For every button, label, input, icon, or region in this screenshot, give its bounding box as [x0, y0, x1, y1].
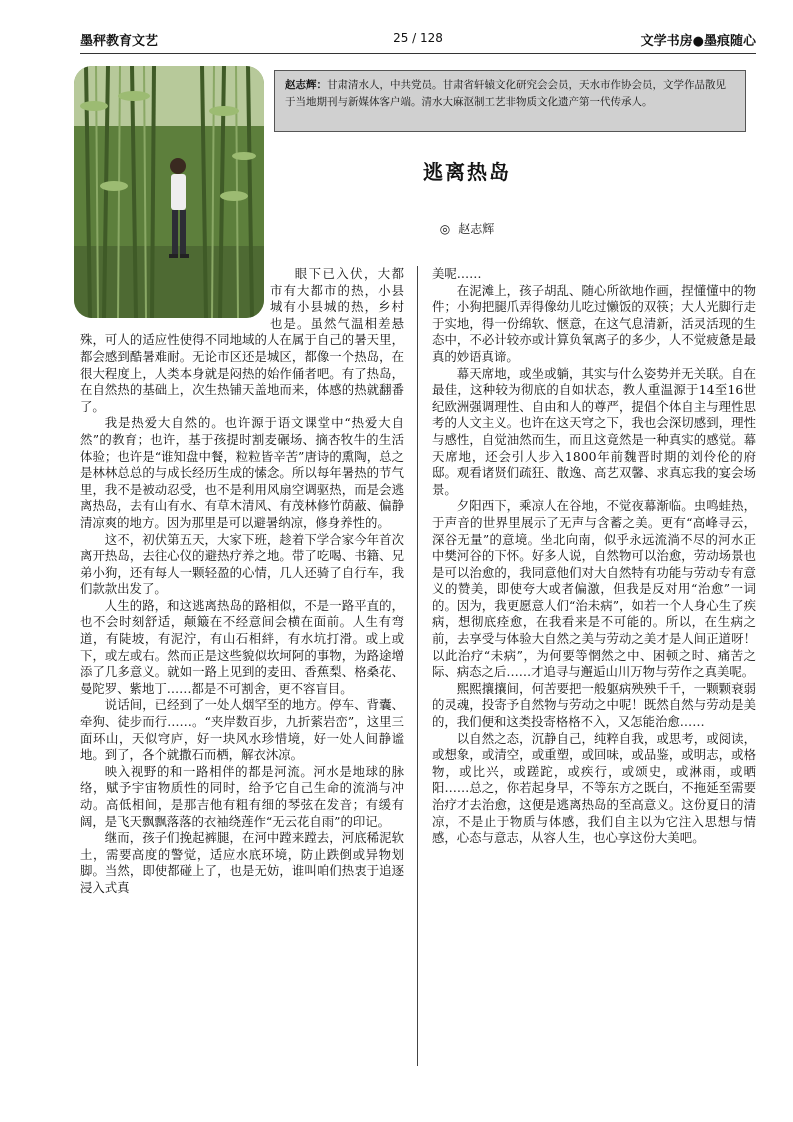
header-left-title: 墨秤教育文艺 [80, 34, 159, 49]
paragraph: 人生的路，和这逃离热岛的路相似，不是一路平直的，也不会时刻舒适，颠簸在不经意间会横在面前。人生有弯道，有陡坡，有泥泞，有山石相絆，有水坑打滑。或上或下，或左或右。然而正是这些貌似坎坷阿的事物，为路途增添了几多意义。就如一路上见到的麦田、香蕉梨、格桑花、曼陀罗、紫地丁……都是不可割舍，更不容盲目。 [80, 597, 404, 696]
paragraph: 说话间，已经到了一处人烟罕至的地方。停车、背囊、牵狗、徒步而行……。“夹岸数百步，九折萦岩峦”，这里三面环山，天似穹庐，好一块风水珍惜境，好一处人间静谧地。到了，各个就撒石而栖，解衣沐凉。 [80, 697, 404, 763]
paragraph: 以自然之态，沉静自己，纯粹自我，或思考，或阅读，或想象，或清空，或重塑，或回味，或品鉴，或明志，或格物，或比兴，或蹉跎，或疾行，或颂史，或淋雨，或晒阳……总之，你若起身早，不等东方之既白，不拖延至需要治疗才去治愈，这便是逃离热岛的至高意义。这份夏日的清凉，不是止于物质与体感，我们自主以为它注入思想与情感，心态与意志，从容人生，也心享这份大美吧。 [432, 730, 756, 846]
photo-wrap-spacer [80, 266, 270, 318]
author-bio-name: 赵志辉： [285, 79, 327, 91]
author-name: 赵志辉 [458, 222, 495, 236]
byline [274, 220, 660, 237]
text-column-right [432, 266, 756, 1066]
paragraph: 映入视野的和一路相伴的都是河流。河水是地球的脉络，赋予宇宙物质性的同时，给予它自己生命的流淌与冲动。高低相间，是那吉他有粗有细的琴弦在发音；有缓有阔，是飞天飘飘落落的衣袖绕莲作“无云花自雨”的印记。 [80, 763, 404, 829]
paragraph: 美呢…… [432, 266, 482, 281]
paragraph: 夕阳西下，乘凉人在谷地，不觉夜幕渐临。虫鸣蛙热，于声音的世界里展示了无声与含蓄之美。更有“高峰寻云，深谷无量”的意境。坐北向南，似乎永远流淌不尽的河水正中樊河谷的下怀。好多人说，自然物可以治愈，劳动场景也是可以治愈的，我同意他们对大自然特有功能与劳动专有意义的赞美，即使夸大或者偏激，但我是反对用“治愈”一词的。因为，我更愿意人们“治未病”，如若一个人身心生了疾病，想彻底痊愈，在我看来是不可能的。所以，在生病之前，去享受与体验大自然之美与劳动之美才是人间正道呀！以此治疗“未病”，为何要等惘然之中、困顿之时、痛苦之际、病态之后……才追寻与邂逅山川万物与劳作之真美呢。 [432, 498, 756, 680]
paragraph: 熙熙攘攘间，何苦要把一般躯病殃殃千千，一颗颗衰弱的灵魂，投寄予自然物与劳动之中呢！既然自然与劳动是美的，我们便和这类投寄格格不入，又怎能治愈…… [432, 680, 756, 730]
page-number: 25 / 128 [393, 31, 443, 45]
author-bio-text: 甘肃清水人，中共党员。甘肃省轩辕文化研究会会员，天水市作协会员，文学作品散见于当地期刊与新媒体客户端。清水大麻沤制工艺非物质文化遗产第一代传承人。 [285, 79, 726, 108]
article-title: 逃离热岛 [423, 160, 511, 184]
header-right-title: 文学书房●墨痕随心 [640, 34, 756, 49]
paragraph: 继而，孩子们挽起裤腿，在河中蹚来蹚去，河底稀泥软土，需要高度的警觉，适应水底环境，防止跌倒或异物划脚。当然，即使都碰上了，也是无妨，谁叫咱们热衷于追逐浸入式真 [80, 830, 404, 895]
paragraph: 这不，初伏第五天，大家下班，趁着下学合家今年首次离开热岛，去往心仪的避热疗养之地。带了吃喝、书籍、兄弟小狗，还有每人一颗轻盈的心情，几人还骑了自行车，我们款款出发了。 [80, 531, 404, 597]
column-divider [417, 266, 418, 1066]
author-bio-box [274, 70, 746, 132]
byline-marker: ◎ [439, 222, 451, 236]
page-header [80, 30, 756, 52]
text-column-left [80, 266, 404, 1066]
paragraph: 在泥滩上，孩子胡乱、随心所欲地作画，捏懂懂中的物件；小狗把腿爪弄得像幼儿吃过懒饭的双筷；大人光脚行走于实地，得一份绵软、惬意，在这气息清新，活灵活现的生态中，不必计较亦或计算负氧离子的多少，人不觉疲惫是最真的妙语真谛。 [432, 282, 756, 364]
header-divider [80, 53, 756, 54]
paragraph: 幕天席地，或坐或躺，其实与什么姿势并无关联。自在最佳，这种较为彻底的自如状态，教人重温源于14至16世纪欧洲强调理性、自由和人的尊严，提倡个体自主与理性思考的人文主义。也许在这天穹之下，我也会深切感到，理性与感性，自觉油然而生，而且这竟然是一种真实的感觉。幕天席地，还会引人步入1800年前魏晋时期的刘伶伦的府邸。观看诸贤们疏狂、散逸、高艺双馨、求真忘我的宴会场景。 [432, 365, 756, 497]
paragraph: 我是热爱大自然的。也许源于语文课堂中“热爱大自然”的教育；也许，基于孩提时割麦碾场、摘杏牧牛的生活体验；也许是“谁知盘中餐，粒粒皆辛苦”唐诗的熏陶，总之是林林总总的与成长经历生成的愫念。所以每年暑热的节气里，我不是被动忍受，也不是利用风扇空调驱热，而是会逃离热岛，去有山有水、有草木清风、有茂林修竹荫蔽、偏静清凉爽的地方。因为那里是可以避暑纳凉，修身养性的。 [80, 415, 404, 530]
paragraph: 眼下已入伏，大都市有大都市的热，小县城有小县城的热，乡村也是。虽然气温相差悬殊，可人的适应性使得不同地域的人在属于自己的暑天里，都会感到酷暑难耐。无论市区还是城区，都像一个热岛，在很大程度上，人类本身就是闷热的始作俑者吧。有了热岛，在自然热的基础上，次生热铺天盖地而来，体感的热就翻番了。 [80, 266, 404, 414]
